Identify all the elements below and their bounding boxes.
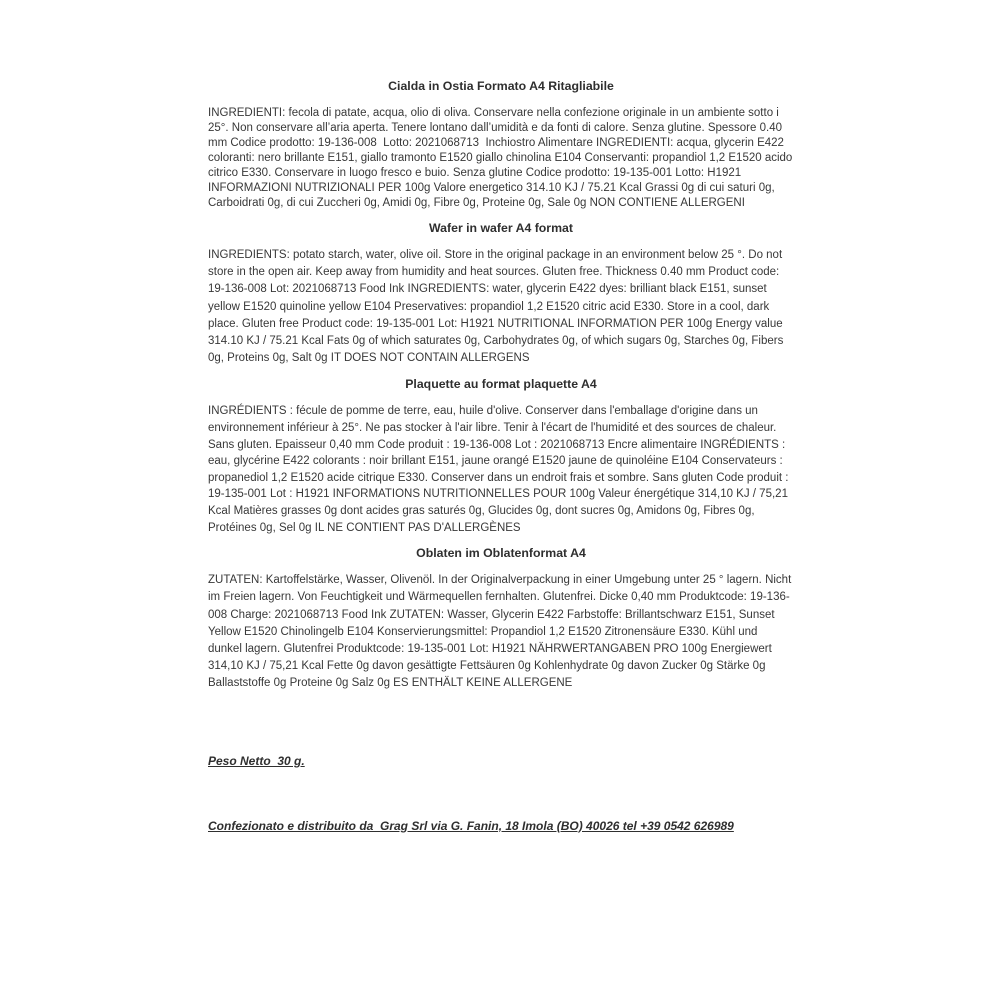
section-body-french: INGRÉDIENTS : fécule de pomme de terre, eau, huile d'olive. Conserver dans l'emballage d'origine dans un environnement inférieur à 25°. Ne pas stocker à l'air libre. Tenir à l'écart de l'humidité et des sources de chaleur. Sans gluten. Epaisseur 0,40 mm Code produit : 19-136-008 Lot : 2021068713 Encre alimentaire INGRÉDIENTS : eau, glycérine E422 colorants : noir brillant E151, jaune orangé E1520 jaune de quinoléine E104 Conservateurs : propanediol 1,2 E1520 acide citrique E330. Conserver dans un endroit frais et sombre. Sans gluten Code produit : 19-135-001 Lot : H1921 INFORMATIONS NUTRITIONNELLES POUR 100g Valeur énergétique 314,10 KJ / 75,21 Kcal Matières grasses 0g dont acides gras saturés 0g, Glucides 0g, dont sucres 0g, Amidons 0g, Fibres 0g, Protéines 0g, Sel 0g IL NE CONTIENT PAS D'ALLERGÈNES — [208, 405, 792, 534]
section-heading-english: Wafer in wafer A4 format — [429, 221, 573, 235]
section-english — [208, 220, 794, 367]
section-french — [208, 376, 794, 536]
label-document — [208, 78, 794, 835]
section-italian — [208, 78, 794, 211]
section-body-german: ZUTATEN: Kartoffelstärke, Wasser, Olivenöl. In der Originalverpackung in einer Umgebung unter 25 ° lagern. Nicht im Freien lagern. Von Feuchtigkeit und Wärmequellen fernhalten. Glutenfrei. Dicke 0,40 mm Produktcode: 19-136-008 Charge: 2021068713 Food Ink ZUTATEN: Wasser, Glycerin E422 Farbstoffe: Brillantschwarz E151, Sunset Yellow E1520 Chinolingelb E104 Konservierungsmittel: Propandiol 1,2 E1520 Zitronensäure E330. Kühl und dunkel lagern. Glutenfrei Produktcode: 19-135-001 Lot: H1921 NÄHRWERTANGABEN PRO 100g Energiewert 314,10 KJ / 75,21 Kcal Fette 0g davon gesättigte Fettsäuren 0g Kohlenhydrate 0g davon Zucker 0g Stärke 0g Ballaststoffe 0g Proteine 0g Salz 0g ES ENTHÄLT KEINE ALLERGENE — [208, 574, 795, 690]
distributor-text: Confezionato e distribuito da Grag Srl via G. Fanin, 18 Imola (BO) 40026 tel +39 0542 626989 — [208, 818, 734, 833]
section-heading-french: Plaquette au format plaquette A4 — [405, 377, 597, 392]
section-heading-italian: Cialda in Ostia Formato A4 Ritagliabile — [388, 79, 614, 93]
net-weight-text: Peso Netto 30 g. — [208, 753, 305, 768]
section-heading-german: Oblaten im Oblatenformat A4 — [416, 546, 586, 561]
section-german — [208, 545, 794, 692]
section-body-english: INGREDIENTS: potato starch, water, olive oil. Store in the original package in an environment below 25 °. Do not store in the open air. Keep away from humidity and heat sources. Gluten free. Thickness 0.40 mm Product code: 19-136-008 Lot: 2021068713 Food Ink INGREDIENTS: water, glycerin E422 dyes: brilliant black E151, sunset yellow E1520 quinoline yellow E104 Preservatives: propandiol 1,2 E1520 citric acid E330. Store in a cool, dark place. Gluten free Product code: 19-135-001 Lot: H1921 NUTRITIONAL INFORMATION PER 100g Energy value 314.10 KJ / 75.21 Kcal Fats 0g of which saturates 0g, Carbohydrates 0g, of which sugars 0g, Starches 0g, Fibers 0g, Proteins 0g, Salt 0g IT DOES NOT CONTAIN ALLERGENS — [208, 249, 787, 365]
section-body-italian: INGREDIENTI: fecola di patate, acqua, olio di oliva. Conservare nella confezione originale in un ambiente sotto i 25°. Non conservare all’aria aperta. Tenere lontano dall’umidità e da fonti di calore. Senza glutine. Spessore 0.40 mm Codice prodotto: 19-136-008 Lotto: 2021068713 Inchiostro Alimentare INGREDIENTI: acqua, glycerin E422 coloranti: nero brillante E151, giallo tramonto E1520 giallo chinolina E104 Conservanti: propandiol 1,2 E1520 acido citrico E330. Conservare in luogo fresco e buio. Senza glutine Codice prodotto: 19-135-001 Lotto: H1921 INFORMAZIONI NUTRIZIONALI PER 100g Valore energetico 314.10 KJ / 75.21 Kcal Grassi 0g di cui saturi 0g, Carboidrati 0g, di cui Zuccheri 0g, Amidi 0g, Fibre 0g, Proteine 0g, Sale 0g NON CONTIENE ALLERGENI — [208, 107, 796, 209]
